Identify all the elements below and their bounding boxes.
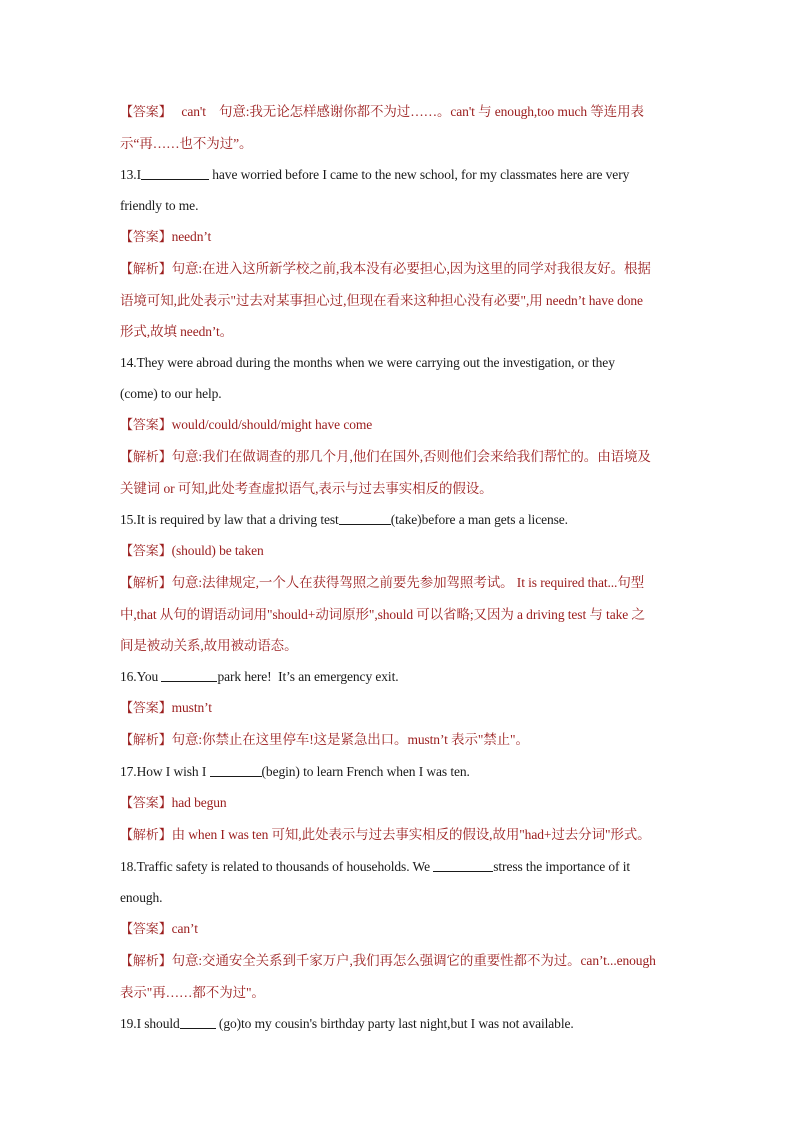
answer-blank[interactable] <box>210 762 262 777</box>
analysis-text: 形式,故填 needn’t。 <box>120 324 234 339</box>
question-text: 15.It is required by law that a driving test <box>120 512 339 527</box>
analysis-label: 【解析】 <box>120 576 172 591</box>
analysis-text: 表示"再……都不为过"。 <box>120 985 265 1000</box>
analysis-line <box>120 819 676 851</box>
answer-line-cont <box>120 128 676 159</box>
document-page <box>120 96 676 1039</box>
analysis-line <box>120 567 676 599</box>
analysis-label: 【解析】 <box>120 733 172 748</box>
answer-label: 【答案】 <box>120 230 172 245</box>
answer-line <box>120 221 676 253</box>
question-17 <box>120 756 676 787</box>
analysis-line <box>120 441 676 473</box>
answer-label: 【答案】 <box>120 105 172 120</box>
question-14 <box>120 347 676 378</box>
question-text: 14.They were abroad during the months when we were carrying out the investigation, or they <box>120 355 615 370</box>
question-text: (take)before a man gets a license. <box>390 512 568 527</box>
answer-blank[interactable] <box>339 510 391 525</box>
analysis-text: 句意:在进入这所新学校之前,我本没有必要担心,因为这里的同学对我很友好。根据 <box>171 261 651 276</box>
question-text: 19.I should <box>120 1016 180 1031</box>
answer-label: 【答案】 <box>120 544 172 559</box>
question-13-cont <box>120 190 676 221</box>
answer-text: mustn’t <box>171 700 212 715</box>
answer-blank[interactable] <box>180 1014 216 1029</box>
answer-blank[interactable] <box>141 165 209 180</box>
answer-text: can't 句意:我无论怎样感谢你都不为过……。can't 与 enough,too much 等连用表 <box>171 104 644 119</box>
question-text: (come) to our help. <box>120 386 222 401</box>
question-14-cont <box>120 378 676 409</box>
analysis-line-cont <box>120 473 676 504</box>
analysis-label: 【解析】 <box>120 450 172 465</box>
analysis-label: 【解析】 <box>120 828 172 843</box>
answer-text: needn’t <box>171 229 212 244</box>
answer-blank[interactable] <box>433 857 493 872</box>
analysis-line-cont <box>120 630 676 661</box>
answer-label: 【答案】 <box>120 796 172 811</box>
answer-line <box>120 787 676 819</box>
analysis-label: 【解析】 <box>120 954 172 969</box>
question-text: park here! It’s an emergency exit. <box>217 669 399 684</box>
answer-line <box>120 96 676 128</box>
analysis-text: 中,that 从句的谓语动词用"should+动词原形",should 可以省略;又因为 a driving test 与 take 之 <box>120 607 645 622</box>
analysis-line <box>120 253 676 285</box>
analysis-line-cont <box>120 285 676 316</box>
answer-text: would/could/should/might have come <box>171 417 373 432</box>
analysis-text: 关键词 or 可知,此处考查虚拟语气,表示与过去事实相反的假设。 <box>120 481 493 496</box>
question-text: have worried before I came to the new school, for my classmates here are very <box>208 167 630 182</box>
question-text: 18.Traffic safety is related to thousands of households. We <box>120 859 434 874</box>
analysis-line-cont <box>120 599 676 630</box>
answer-text: (should) be taken <box>171 543 264 558</box>
answer-line <box>120 692 676 724</box>
answer-blank[interactable] <box>161 667 217 682</box>
answer-line <box>120 409 676 441</box>
analysis-text: 间是被动关系,故用被动语态。 <box>120 638 298 653</box>
question-18-cont <box>120 882 676 913</box>
answer-text: can’t <box>171 921 198 936</box>
question-text: 17.How I wish I <box>120 764 210 779</box>
question-text: 16.You <box>120 669 162 684</box>
question-text: (go)to my cousin's birthday party last night,but I was not available. <box>215 1016 574 1031</box>
analysis-text: 句意:我们在做调查的那几个月,他们在国外,否则他们会来给我们帮忙的。由语境及 <box>171 449 651 464</box>
question-13 <box>120 159 676 190</box>
question-19 <box>120 1008 676 1039</box>
question-text: stress the importance of it <box>493 859 631 874</box>
answer-label: 【答案】 <box>120 701 172 716</box>
answer-text: had begun <box>171 795 227 810</box>
analysis-text: 句意:你禁止在这里停车!这是紧急出口。mustn’t 表示"禁止"。 <box>171 732 529 747</box>
question-text: 13.I <box>120 167 141 182</box>
analysis-text: 由 when I was ten 可知,此处表示与过去事实相反的假设,故用"had+过去分词"形式。 <box>171 827 651 842</box>
analysis-line <box>120 945 676 977</box>
answer-label: 【答案】 <box>120 922 172 937</box>
question-text: (begin) to learn French when I was ten. <box>261 764 470 779</box>
answer-text-cont: 示“再……也不为过”。 <box>120 136 253 151</box>
analysis-text: 句意:交通安全关系到千家万户,我们再怎么强调它的重要性都不为过。can’t...enough <box>171 953 656 968</box>
question-18 <box>120 851 676 882</box>
question-15 <box>120 504 676 535</box>
answer-line <box>120 913 676 945</box>
analysis-line-cont <box>120 977 676 1008</box>
analysis-label: 【解析】 <box>120 262 172 277</box>
answer-line <box>120 535 676 567</box>
question-text: enough. <box>120 890 163 905</box>
question-text: friendly to me. <box>120 198 199 213</box>
analysis-line <box>120 724 676 756</box>
analysis-text: 句意:法律规定,一个人在获得驾照之前要先参加驾照考试。 It is required that...句型 <box>171 575 645 590</box>
answer-label: 【答案】 <box>120 418 172 433</box>
analysis-text: 语境可知,此处表示"过去对某事担心过,但现在看来这种担心没有必要",用 needn’t have done <box>120 293 643 308</box>
question-16 <box>120 661 676 692</box>
analysis-line-cont <box>120 316 676 347</box>
